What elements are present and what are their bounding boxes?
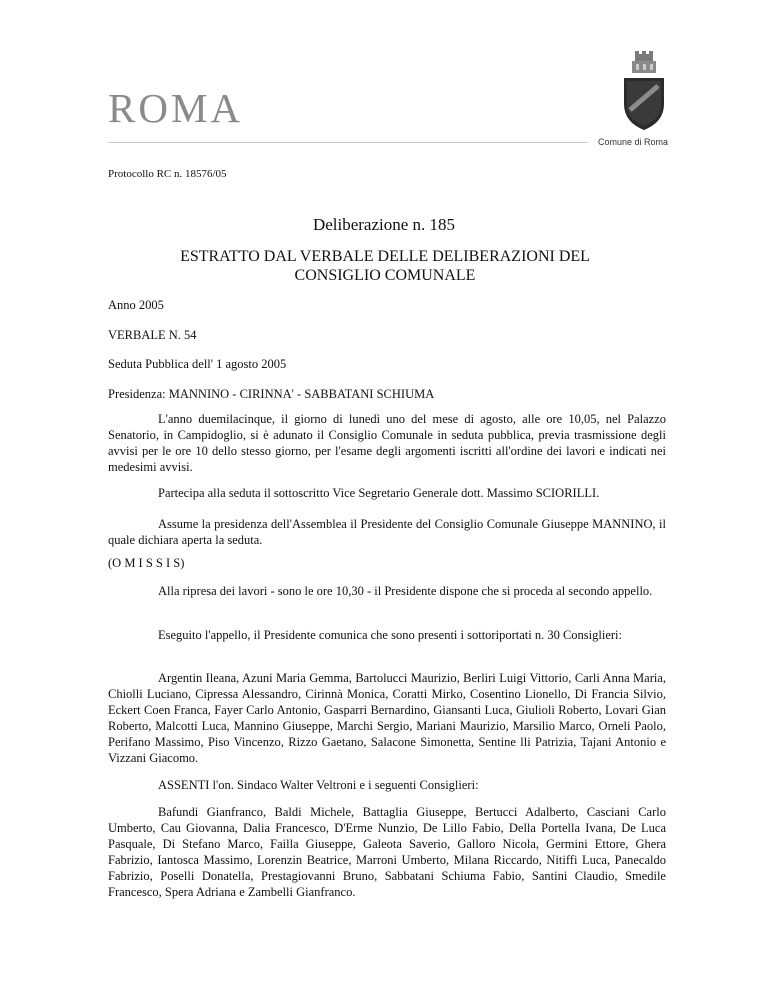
deliberation-title: Deliberazione n. 185	[312, 215, 456, 234]
subtitle-line-2: CONSIGLIO COMUNALE	[294, 267, 476, 284]
comune-di-roma-label: Comune di Roma	[598, 137, 669, 147]
absent-councillors-list: Bafundi Gianfranco, Baldi Michele, Battaglia Giuseppe, Bertucci Adalberto, Casciani Carlo Umberto, Cau Giovanna, Dalia Francesco, D'Erme Nunzio, De Lillo Fabio, Della Portella Ivana, De Luca Pasquale, Di Stefano Marco, Failla Giuseppe, Galeota Saverio, Galloro Nicola, Germini Ettore, Ghera Fabrizio, Iantosca Massimo, Lorenzin Beatrice, Marroni Umberto, Milana Riccardo, Nitiffi Luca, Panecaldo Fabrizio, Poselli Donatella, Prestagiovanni Bruno, Sabbatani Schiuma Fabio, Santini Claudio, Smedile Francesco, Spera Adriana e Zambelli Gianfranco.	[108, 805, 666, 899]
rome-coat-of-arms-icon	[618, 50, 670, 132]
year-line: Anno 2005	[108, 298, 164, 312]
verbale-line: VERBALE N. 54	[108, 328, 197, 342]
paragraph-roll-call: Eseguito l'appello, il Presidente comunica che sono presenti i sottoriportati n. 30 Consiglieri:	[158, 628, 622, 642]
presidency-line: Presidenza: MANNINO - CIRINNA' - SABBATANI SCHIUMA	[108, 387, 435, 401]
header-divider	[108, 142, 588, 143]
present-councillors-list: Argentin Ileana, Azuni Maria Gemma, Bartolucci Maurizio, Berliri Luigi Vittorio, Carli Anna Maria, Chiolli Luciano, Cipressa Alessandro, Cirinnà Monica, Coratti Mirko, Cosentino Lionello, Di Francia Silvio, Eckert Coen Franca, Fayer Carlo Antonio, Gasparri Bernardino, Giansanti Luca, Giulioli Roberto, Lovari Gian Roberto, Malcotti Luca, Mannino Giuseppe, Marchi Sergio, Mariani Maurizio, Marsilio Marco, Orneli Paolo, Perifano Massimo, Piso Vincenzo, Rizzo Gaetano, Salacone Simonetta, Sentine lli Patrizia, Tajani Antonio e Vizzani Giacomo.	[108, 671, 666, 765]
session-line: Seduta Pubblica dell' 1 agosto 2005	[108, 357, 287, 371]
protocol-number: Protocollo RC n. 18576/05	[108, 168, 227, 180]
paragraph-absent: ASSENTI l'on. Sindaco Walter Veltroni e i seguenti Consiglieri:	[158, 778, 479, 792]
omissis-marker: (O M I S S I S)	[108, 556, 185, 570]
paragraph-second-call: Alla ripresa dei lavori - sono le ore 10,30 - il Presidente dispone che si proceda al secondo appello.	[158, 584, 653, 598]
paragraph-presidency: Assume la presidenza dell'Assemblea il Presidente del Consiglio Comunale Giuseppe MANNINO, il quale dichiara aperta la seduta.	[108, 517, 666, 547]
roma-logo-text: ROMA	[108, 85, 244, 131]
subtitle-line-1: ESTRATTO DAL VERBALE DELLE DELIBERAZIONI DEL	[180, 248, 590, 265]
document-subtitle	[140, 247, 630, 285]
paragraph-secretary: Partecipa alla seduta il sottoscritto Vice Segretario Generale dott. Massimo SCIORILLI.	[158, 486, 600, 500]
paragraph-opening: L'anno duemilacinque, il giorno di lunedì uno del mese di agosto, alle ore 10,05, nel Palazzo Senatorio, in Campidoglio, si è adunato il Consiglio Comunale in seduta pubblica, previa trasmissione degli avvisi per le ore 10 dello stesso giorno, per l'esame degli argomenti iscritti all'ordine dei lavori e indicati nei medesimi avvisi.	[108, 412, 666, 474]
